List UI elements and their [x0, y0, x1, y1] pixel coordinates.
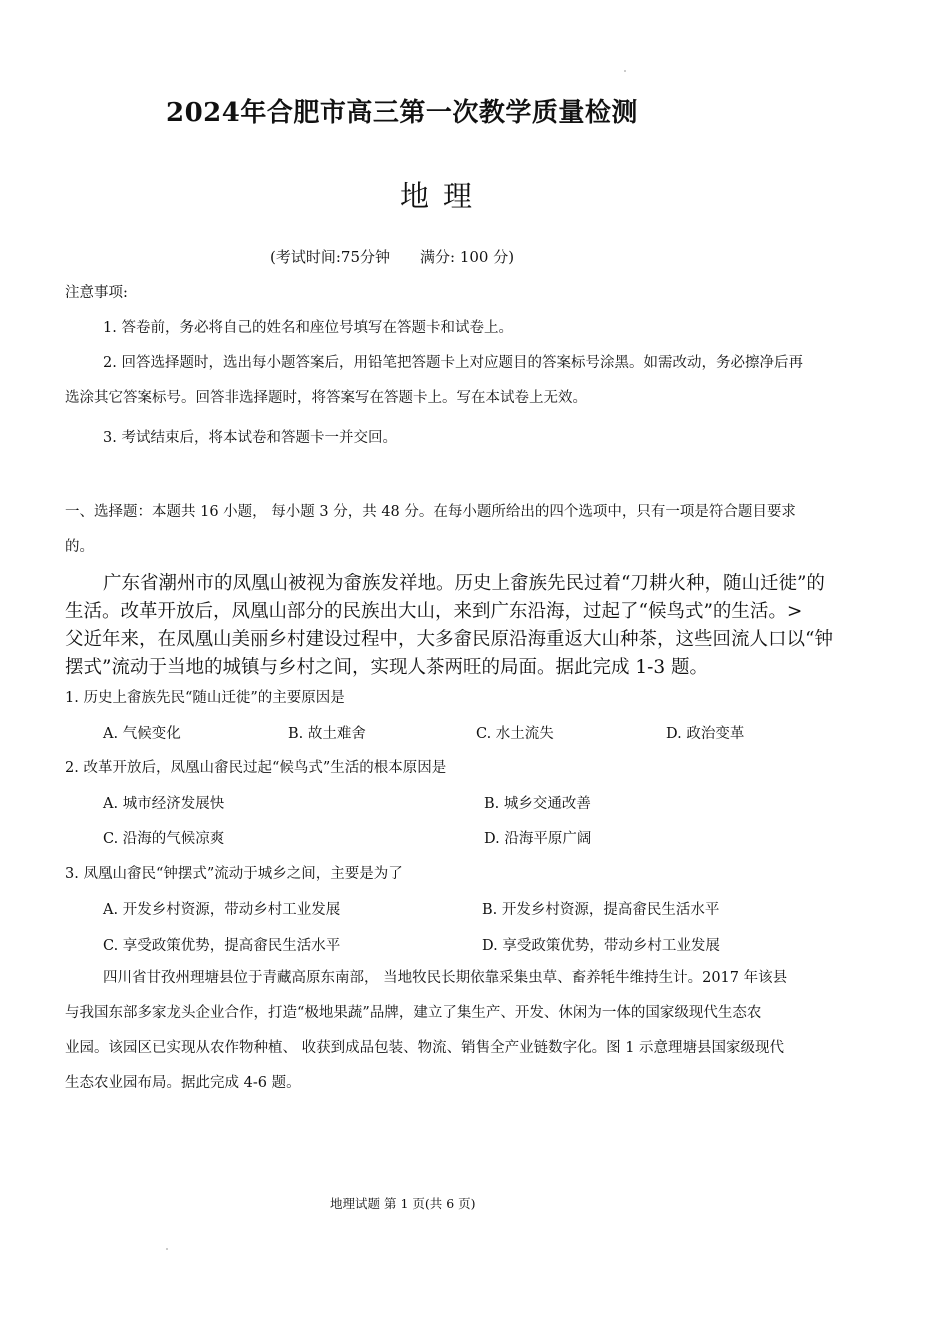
- passage2-line: 业园。该园区已实现从农作物种植、 收获到成品包装、物流、销售全产业链数字化。图 1 示意理塘县国家级现代: [65, 1040, 785, 1056]
- scan-dot: [166, 1248, 168, 1250]
- subject-title: 地理: [400, 179, 487, 213]
- section-heading-cont: 的。: [65, 539, 94, 555]
- question-2-option-d[interactable]: D. 沿海平原广阔: [484, 831, 592, 847]
- exam-info: [270, 246, 514, 267]
- passage2-line: 四川省甘孜州理塘县位于青藏高原东南部， 当地牧民长期依靠采集虫草、畜养牦牛维持生计。2017 年该县: [103, 970, 788, 986]
- question-3-stem: 3. 凤凰山畲民“钟摆式”流动于城乡之间，主要是为了: [65, 866, 403, 882]
- passage1-line: 摆式”流动于当地的城镇与乡村之间，实现人茶两旺的局面。据此完成 1-3 题。: [65, 657, 709, 678]
- question-1-stem: 1. 历史上畲族先民“随山迁徙”的主要原因是: [65, 690, 345, 706]
- question-3-option-d[interactable]: D. 享受政策优势，带动乡村工业发展: [482, 938, 720, 954]
- question-1-option-a[interactable]: A. 气候变化: [103, 726, 181, 742]
- question-2-option-c[interactable]: C. 沿海的气候凉爽: [103, 831, 225, 847]
- page-title: 2024年合肥市高三第一次教学质量检测: [166, 98, 638, 128]
- page-footer: 地理试题 第 1 页(共 6 页): [330, 1196, 476, 1211]
- full-score: 满分: 100 分): [420, 248, 515, 266]
- question-3-option-b[interactable]: B. 开发乡村资源，提高畲民生活水平: [482, 902, 720, 918]
- scan-dot: [624, 70, 626, 72]
- question-1-option-c[interactable]: C. 水土流失: [476, 726, 554, 742]
- question-1-option-d[interactable]: D. 政治变革: [666, 726, 745, 742]
- note-item-2-cont: 选涂其它答案标号。回答非选择题时，将答案写在答题卡上。写在本试卷上无效。: [65, 390, 587, 406]
- question-2-stem: 2. 改革开放后，凤凰山畲民过起“候鸟式”生活的根本原因是: [65, 760, 447, 776]
- note-item-3: 3. 考试结束后，将本试卷和答题卡一并交回。: [103, 430, 397, 446]
- question-2-option-b[interactable]: B. 城乡交通改善: [484, 796, 591, 812]
- question-3-option-c[interactable]: C. 享受政策优势，提高畲民生活水平: [103, 938, 341, 954]
- question-2-option-a[interactable]: A. 城市经济发展快: [103, 796, 225, 812]
- notes-heading: 注意事项:: [65, 285, 128, 301]
- question-3-option-a[interactable]: A. 开发乡村资源，带动乡村工业发展: [103, 902, 341, 918]
- question-1-option-b[interactable]: B. 故土难舍: [288, 726, 366, 742]
- passage1-line: 生活。改革开放后，凤凰山部分的民族出大山，来到广东沿海，过起了“候鸟式”的生活。>: [65, 601, 803, 622]
- section-heading: 一、选择题：本题共 16 小题， 每小题 3 分，共 48 分。在每小题所给出的四个选项中，只有一项是符合题目要求: [65, 504, 796, 520]
- passage1-line: 广东省潮州市的凤凰山被视为畲族发祥地。历史上畲族先民过着“刀耕火种，随山迁徙”的: [103, 573, 825, 594]
- passage2-line: 与我国东部多家龙头企业合作，打造“极地果蔬”品牌，建立了集生产、开发、休闲为一体的国家级现代生态农: [65, 1005, 762, 1021]
- passage2-line: 生态农业园布局。据此完成 4-6 题。: [65, 1075, 301, 1091]
- note-item-2: 2. 回答选择题时，选出每小题答案后，用铅笔把答题卡上对应题目的答案标号涂黑。如需改动，务必擦净后再: [103, 355, 803, 371]
- note-item-1: 1. 答卷前，务必将自己的姓名和座位号填写在答题卡和试卷上。: [103, 320, 513, 336]
- passage1-line: 父近年来，在凤凰山美丽乡村建设过程中，大多畲民原沿海重返大山种茶，这些回流人口以“钟: [65, 629, 833, 650]
- exam-time: (考试时间:75分钟: [270, 248, 390, 266]
